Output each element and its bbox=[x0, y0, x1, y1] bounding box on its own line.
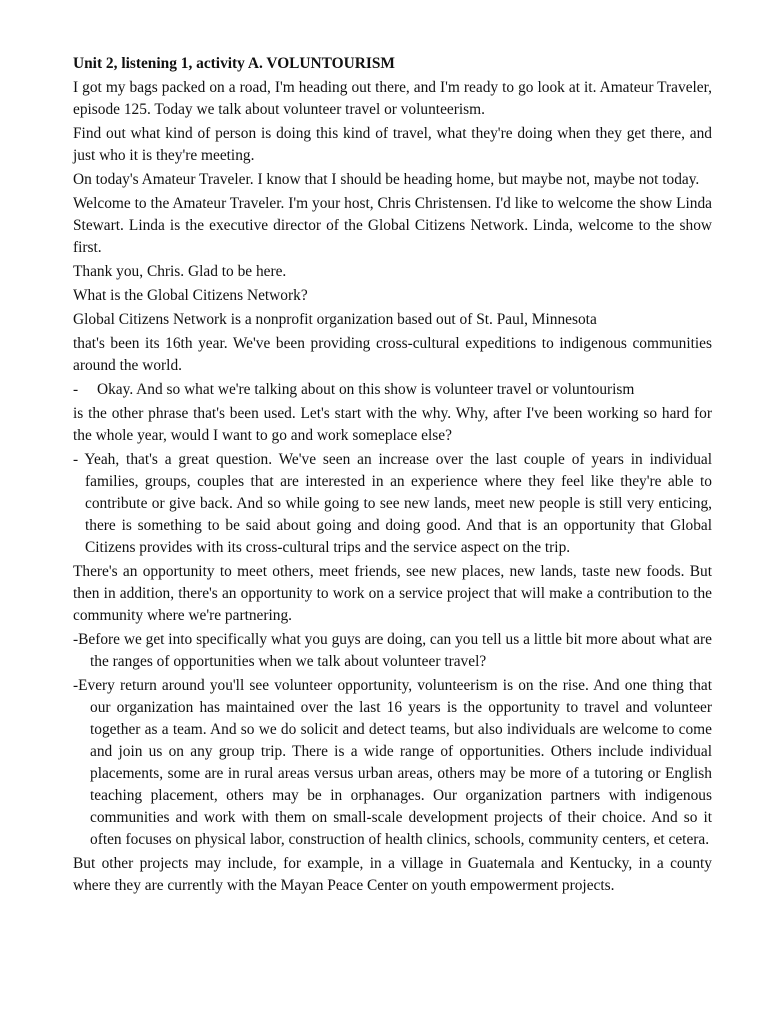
paragraph-great-question: - Yeah, that's a great question. We've seen an increase over the last couple of years in individual families, groups, couples that are interested in an experience where they feel like they're able to contribute or give back. And so while going to see new lands, meet new people is still very enticing, there is something to be said about going and doing good. And that is an opportunity that Global Citizens provides with its cross-cultural trips and the service aspect on the trip. bbox=[73, 451, 712, 556]
paragraph-gcn-answer: Global Citizens Network is a nonprofit organization based out of St. Paul, Minnesota bbox=[73, 311, 597, 328]
paragraph-16th-year: that's been its 16th year. We've been providing cross-cultural expeditions to indigenous communities around the world. bbox=[73, 335, 712, 374]
paragraph-other-projects: But other projects may include, for example, in a village in Guatemala and Kentucky, in a county where they are currently with the Mayan Peace Center on youth empowerment projects. bbox=[73, 855, 712, 894]
paragraph-find-out: Find out what kind of person is doing this kind of travel, what they're doing when they get there, and just who it is they're meeting. bbox=[73, 125, 712, 164]
paragraph-okay bbox=[73, 379, 712, 401]
paragraph-thank-you: Thank you, Chris. Glad to be here. bbox=[73, 263, 287, 280]
paragraph-every-return: -Every return around you'll see volunteer opportunity, volunteerism is on the rise. And one thing that our organization has maintained over the last 16 years is the opportunity to travel and volunteer together as a team. And so we do solicit and detect teams, but also individuals are welcome to come and join us on any group trip. There is a wide range of opportunities. Others include individual placements, some are in rural areas versus urban areas, others may be more of a tutoring or English teaching placement, others may be in orphanages. Our organization partners with indigenous communities and work with them on small-scale development projects of their choice. And so it often focuses on physical labor, construction of health clinics, schools, community centers, et cetera. bbox=[73, 677, 712, 848]
document-page bbox=[73, 53, 712, 897]
paragraph-opportunity: There's an opportunity to meet others, meet friends, see new places, new lands, taste new foods. But then in addition, there's an opportunity to work on a service project that will make a contribution to the community where we're partnering. bbox=[73, 563, 712, 624]
paragraph-okay-text: Okay. And so what we're talking about on this show is volunteer travel or voluntourism bbox=[97, 381, 635, 398]
paragraph-intro: I got my bags packed on a road, I'm heading out there, and I'm ready to go look at it. Amateur Traveler, episode 125. Today we talk about volunteer travel or volunteerism. bbox=[73, 79, 712, 118]
paragraph-today: On today's Amateur Traveler. I know that I should be heading home, but maybe not, maybe not today. bbox=[73, 171, 700, 188]
dash-marker: - bbox=[73, 381, 79, 398]
document-title: Unit 2, listening 1, activity A. VOLUNTOURISM bbox=[73, 55, 395, 72]
paragraph-before-we-get: -Before we get into specifically what you guys are doing, can you tell us a little bit more about what are the ranges of opportunities when we talk about volunteer travel? bbox=[73, 631, 712, 670]
paragraph-welcome: Welcome to the Amateur Traveler. I'm your host, Chris Christensen. I'd like to welcome the show Linda Stewart. Linda is the executive director of the Global Citizens Network. Linda, welcome to the show first. bbox=[73, 195, 712, 256]
paragraph-question-gcn: What is the Global Citizens Network? bbox=[73, 287, 308, 304]
paragraph-why: is the other phrase that's been used. Let's start with the why. Why, after I've been working so hard for the whole year, would I want to go and work someplace else? bbox=[73, 405, 712, 444]
